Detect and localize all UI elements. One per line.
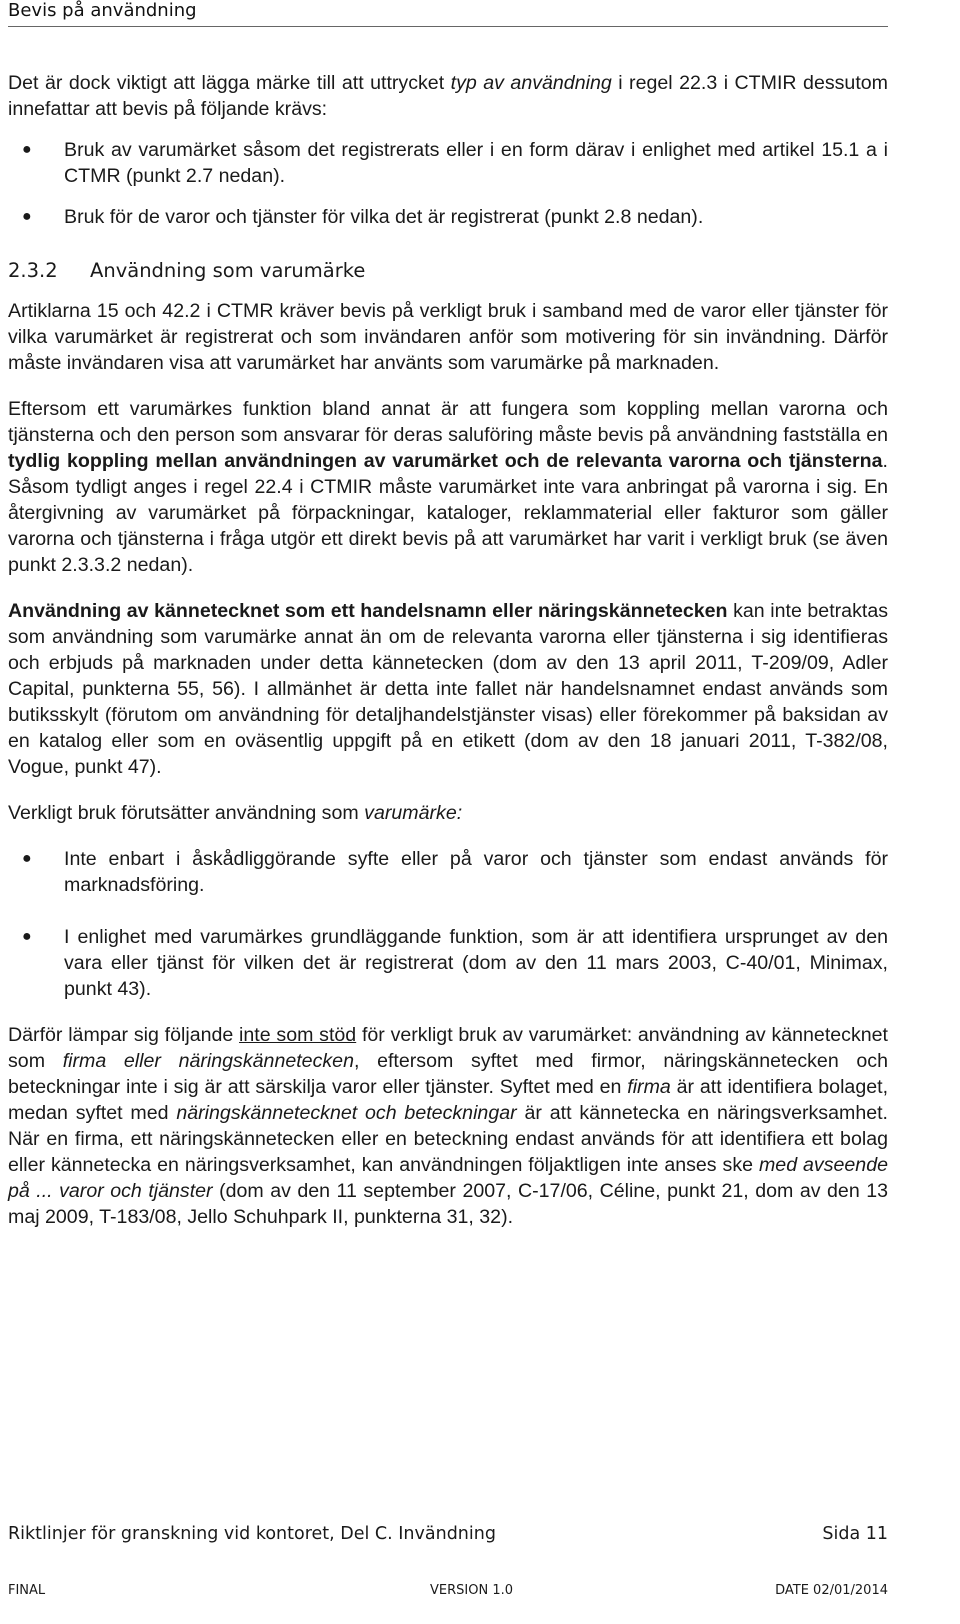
- paragraph-genuine-use: Verkligt bruk förutsätter användning som varumärke:: [8, 802, 463, 824]
- list-item: ● Bruk av varumärket såsom det registrerats eller i en form därav i enlighet med artikel 15.1 a i CTMR (punkt 2.7 nedan).: [22, 139, 888, 187]
- paragraph-function: Eftersom ett varumärkes funktion bland annat är att fungera som koppling mellan varorna och tjänsterna och den person som ansvarar för deras saluföring måste bevis på användning fastställa en tydlig koppling mellan användningen av varumärket och de relevanta varorna och tjänsterna. Såsom tydligt anges i regel 22.4 i CTMIR måste varumärket inte vara anbringat på varorna i sig. En återgivning av varumärket på förpackningar, kataloger, reklammaterial eller fakturor som gäller varorna och tjänsterna i fråga utgör ett direkt bevis på att varumärket har varit i verkligt bruk (se även punkt 2.3.3.2 nedan).: [8, 398, 888, 576]
- footer-version: VERSION 1.0: [430, 1583, 513, 1598]
- section-heading: [8, 258, 888, 284]
- requirements-list: [8, 137, 888, 230]
- bullet-icon: ●: [22, 928, 32, 945]
- bullet-icon: ●: [22, 850, 32, 867]
- footer-document-title: Riktlinjer för granskning vid kontoret, Del C. Invändning: [8, 1524, 496, 1544]
- paragraph-articles: Artiklarna 15 och 42.2 i CTMR kräver bevis på verkligt bruk i samband med de varor eller tjänster för vilka varumärket är registrerat och som invändaren anför som motivering för sin invändning. Därför måste invändaren visa att varumärket har använts som varumärke på marknaden.: [8, 300, 888, 374]
- genuine-use-list: [8, 846, 888, 1002]
- list-item: ● Bruk för de varor och tjänster för vilka det är registrerat (punkt 2.8 nedan).: [22, 206, 704, 228]
- bullet-icon: ●: [22, 208, 32, 225]
- paragraph-conclusion: Därför lämpar sig följande inte som stöd för verkligt bruk av varumärket: användning av kännetecknet som firma eller näringskännetecken, eftersom syftet med firmor, näringskännetecken och beteckningar inte i sig är att särskilja varor eller tjänster. Syftet med en firma är att identifiera bolaget, medan syftet med näringskännetecknet och beteckningar är att kännetecka en näringsverksamhet. När en firma, ett näringskännetecken eller en beteckning endast används för att identifiera ett bolag eller kännetecka en näringsverksamhet, kan användningen följaktligen inte anses ske med avseende på ... varor och tjänster (dom av den 11 september 2007, C-17/06, Céline, punkt 21, dom av den 13 maj 2009, T-183/08, Jello Schuhpark II, punkterna 31, 32).: [8, 1024, 889, 1228]
- bullet-icon: ●: [22, 141, 32, 158]
- section-title: Användning som varumärke: [90, 259, 366, 282]
- section-number: 2.3.2: [8, 259, 58, 282]
- list-item: ● Inte enbart i åskådliggörande syfte eller på varor och tjänster som endast används för marknadsföring.: [22, 848, 888, 896]
- footer-date: DATE 02/01/2014: [775, 1583, 888, 1598]
- document-body: [8, 70, 888, 1230]
- list-item: ● I enlighet med varumärkes grundläggande funktion, som är att identifiera ursprunget av den vara eller tjänst för vilken det är registrerat (dom av den 11 mars 2003, C-40/01, Minimax, punkt 43).: [22, 926, 888, 1000]
- paragraph-trade-name: Användning av kännetecknet som ett handelsnamn eller näringskännetecken kan inte betraktas som användning som varumärke annat än om de relevanta varorna eller tjänsterna i sig identifieras och erbjuds på marknaden under detta kännetecken (dom av den 13 april 2011, T-209/09, Adler Capital, punkterna 55, 56). I allmänhet är detta inte fallet när handelsnamnet endast används som butiksskylt (förutom om användning för detaljhandelstjänster visas) eller förekommer på baksidan av en katalog eller som en oväsentlig uppgift på en etikett (dom av den 18 januari 2011, T-382/08, Vogue, punkt 47).: [8, 600, 889, 778]
- footer-status: FINAL: [8, 1583, 46, 1598]
- page-header: Bevis på användning: [8, 0, 197, 21]
- paragraph-intro: Det är dock viktigt att lägga märke till att uttrycket typ av användning i regel 22.3 i CTMIR dessutom innefattar att bevis på följande krävs:: [8, 72, 888, 120]
- header-rule: [8, 26, 888, 27]
- footer-primary: [8, 1524, 888, 1544]
- page-number: Sida 11: [822, 1524, 888, 1544]
- footer-secondary: [8, 1583, 888, 1598]
